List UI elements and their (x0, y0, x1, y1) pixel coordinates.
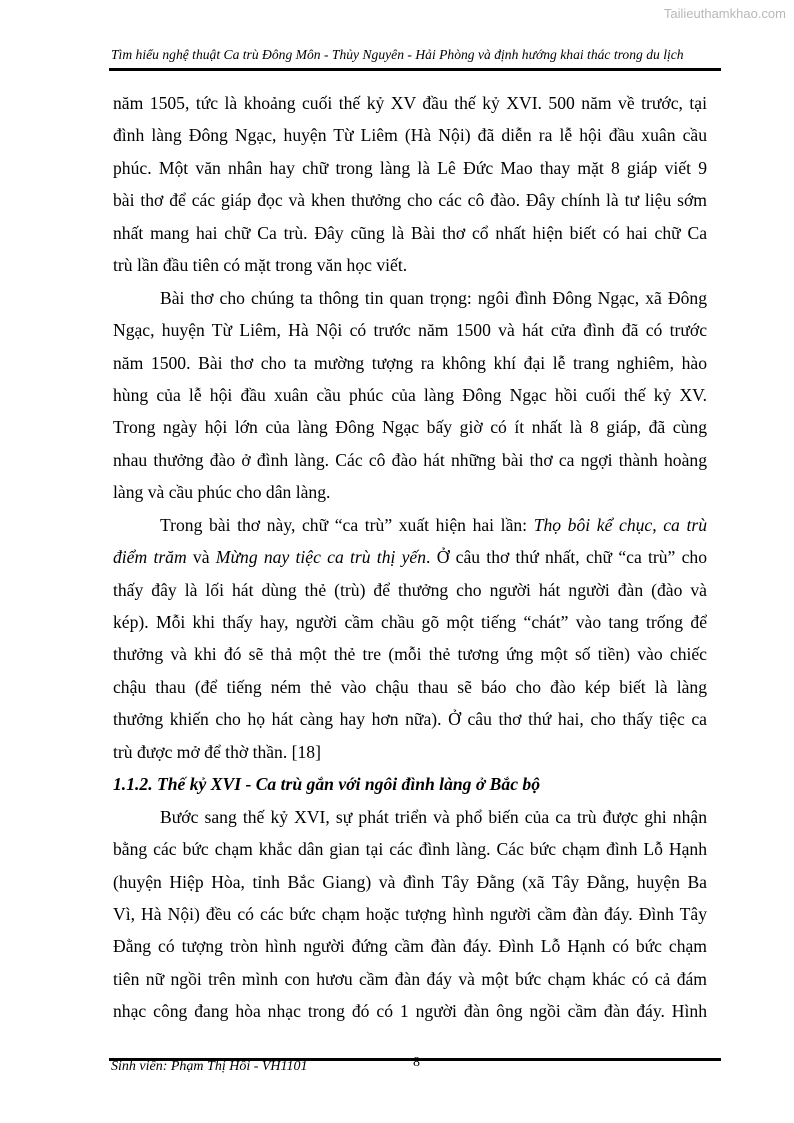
text: Đằng có tượng tròn hình người đứng cầm đàn đáy. Đình Lỗ Hạnh có bức chạm (113, 936, 707, 957)
italic-text: điểm trăm (113, 547, 187, 568)
text: năm 1500. Bài thơ cho ta mường tượng ra không khí đại lễ trang nghiêm, hào (113, 352, 707, 373)
paragraph-line (113, 638, 707, 670)
text: Trong bài thơ này, chữ “ca trù” xuất hiện hai lần: (160, 514, 534, 535)
paragraph-line (113, 541, 707, 573)
paragraph-line (113, 152, 707, 184)
document-body (113, 87, 707, 1028)
paragraph-line (113, 249, 707, 281)
paragraph-line (113, 703, 707, 735)
paragraph-line (113, 963, 707, 995)
paragraph-line (113, 574, 707, 606)
paragraph-line (113, 411, 707, 443)
text: bằng các bức chạm khắc dân gian tại các đình làng. Các bức chạm đình Lỗ Hạnh (113, 839, 707, 860)
text: bài thơ để các giáp đọc và khen thưởng cho các cô đào. Đây chính là tư liệu sớm (113, 190, 707, 211)
text: đình làng Đông Ngạc, huyện Từ Liêm (Hà Nội) đã diễn ra lễ hội đầu xuân cầu (113, 125, 707, 146)
text: làng và cầu phúc cho dân làng. (113, 482, 331, 503)
paragraph-line (113, 119, 707, 151)
text: Ngạc, huyện Từ Liêm, Hà Nội có trước năm 1500 và hát cửa đình đã có trước (113, 320, 707, 341)
paragraph-line (113, 217, 707, 249)
text: nhất mang hai chữ Ca trù. Đây cũng là Bài thơ cổ nhất hiện biết có hai chữ Ca (113, 222, 707, 243)
paragraph-line (113, 87, 707, 119)
italic-text: Thọ bôi kể chục, ca trù (533, 514, 707, 535)
running-header: Tìm hiểu nghệ thuật Ca trù Đông Môn - Thủy Nguyên - Hải Phòng và định hướng khai thác trong du lịch (111, 47, 684, 62)
paragraph-line (113, 930, 707, 962)
paragraph-line (113, 801, 707, 833)
text: Vì, Hà Nội) đều có các bức chạm hoặc tượng hình người cầm đàn đáy. Đình Tây (113, 903, 707, 924)
text: và (186, 547, 216, 568)
text: Bước sang thế kỷ XVI, sự phát triển và phổ biến của ca trù được ghi nhận (160, 806, 707, 827)
text: hùng của lễ hội đầu xuân cầu phúc của làng Đông Ngạc hồi cuối thế kỷ XV. (113, 384, 707, 405)
paragraph-line (113, 184, 707, 216)
text: chậu thau (để tiếng ném thẻ vào chậu thau sẽ báo cho đào kép biết là làng (113, 676, 707, 697)
text: thấy đây là lối hát dùng thẻ (trù) để thưởng cho người hát người đàn (đào và (113, 579, 707, 600)
text: phúc. Một văn nhân hay chữ trong làng là Lê Đức Mao thay mặt 8 giáp viết 9 (113, 157, 707, 178)
text: kép). Mỗi khi thấy hay, người cầm chầu gõ một tiếng “chát” vào tang trống để (113, 612, 707, 632)
text: thưởng khiến cho họ hát càng hay hơn nữa). Ở câu thơ thứ hai, cho thấy tiệc ca (113, 709, 707, 730)
text: thưởng và khi đó sẽ thả một thẻ tre (mỗi thẻ tương ứng một số tiền) vào chiếc (113, 644, 707, 665)
italic-text: Mừng nay tiệc ca trù thị yến (215, 547, 427, 568)
paragraph-line (113, 995, 707, 1027)
paragraph-line (113, 606, 707, 638)
paragraph-line (113, 347, 707, 379)
text: nhau thưởng đào ở đình làng. Các cô đào hát những bài thơ ca ngợi thành hoàng (113, 449, 707, 470)
paragraph-line (113, 314, 707, 346)
text: (huyện Hiệp Hòa, tỉnh Bắc Giang) và đình Tây Đằng (xã Tây Đằng, huyện Ba (113, 871, 707, 892)
paragraph-line (113, 379, 707, 411)
paragraph-line (113, 866, 707, 898)
header-rule (109, 68, 721, 71)
paragraph-line (113, 476, 707, 508)
paragraph-line (113, 736, 707, 768)
text: trù được mở để thờ thần. [18] (113, 741, 321, 762)
section-heading (113, 768, 707, 800)
paragraph-line (113, 444, 707, 476)
text: Trong ngày hội lớn của làng Đông Ngạc bấy giờ có ít nhất là 8 giáp, đã cùng (113, 417, 707, 438)
paragraph-line (113, 833, 707, 865)
page-number: 8 (413, 1055, 420, 1070)
paragraph-line (113, 509, 707, 541)
text: Bài thơ cho chúng ta thông tin quan trọng: ngôi đình Đông Ngạc, xã Đông (160, 287, 707, 308)
paragraph-line (113, 282, 707, 314)
footer-student: Sinh viên: Phạm Thị Hồi - VH1101 (111, 1059, 308, 1074)
text: 1.1.2. Thế kỷ XVI - Ca trù gắn với ngôi đình làng ở Bắc bộ (113, 774, 541, 795)
paragraph-line (113, 671, 707, 703)
paragraph-line (113, 898, 707, 930)
watermark: Tailieuthamkhao.com (663, 6, 786, 21)
text: tiên nữ ngồi trên mình con hươu cầm đàn đáy và một bức chạm khác có cả đám (113, 968, 707, 989)
text: nhạc công đang hòa nhạc trong đó có 1 người đàn ông ngồi cầm đàn đáy. Hình (113, 1001, 707, 1022)
text: năm 1505, tức là khoảng cuối thế kỷ XV đầu thế kỷ XVI. 500 năm về trước, tại (113, 93, 707, 113)
text: trù lần đầu tiên có mặt trong văn học viết. (113, 255, 408, 276)
text: . Ở câu thơ thứ nhất, chữ “ca trù” cho (426, 547, 707, 568)
